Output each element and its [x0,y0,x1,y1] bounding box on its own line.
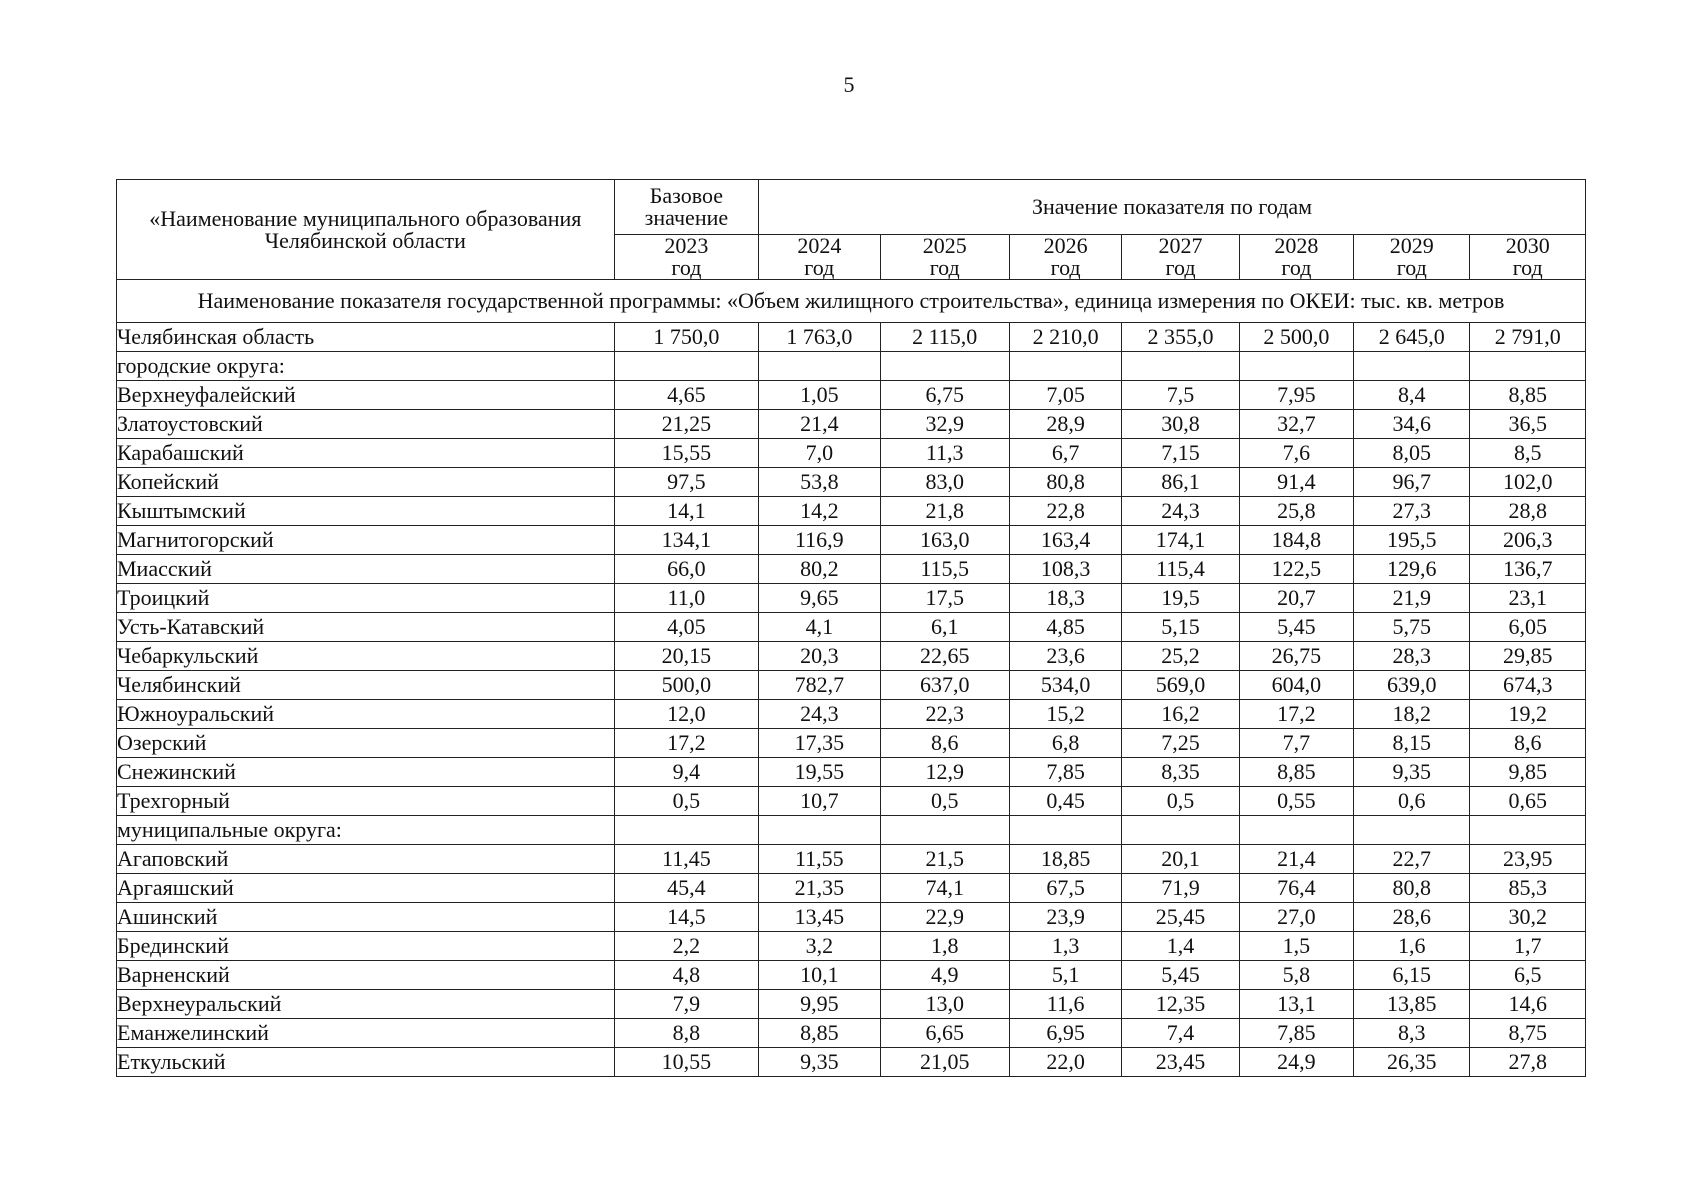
municipality-name: Чебаркульский [117,642,615,671]
value-cell: 163,0 [880,526,1009,555]
table-row [117,845,1586,874]
value-cell: 102,0 [1470,468,1586,497]
value-cell: 8,8 [614,1019,758,1048]
municipality-name: Еткульский [117,1048,615,1077]
value-cell [1122,816,1239,845]
value-cell [1009,816,1121,845]
value-cell: 22,7 [1354,845,1470,874]
municipality-header [117,180,615,280]
table-row [117,555,1586,584]
value-cell: 7,25 [1122,729,1239,758]
value-cell: 1,4 [1122,932,1239,961]
value-cell: 80,8 [1009,468,1121,497]
value-cell: 45,4 [614,874,758,903]
value-cell [880,816,1009,845]
page-number: 5 [843,72,855,97]
table-row [117,816,1586,845]
value-cell: 5,45 [1239,613,1353,642]
value-cell: 6,8 [1009,729,1121,758]
value-cell: 18,3 [1009,584,1121,613]
value-cell: 19,2 [1470,700,1586,729]
table-row [117,990,1586,1019]
value-cell: 36,5 [1470,410,1586,439]
value-cell: 10,1 [759,961,880,990]
base-value-header-line2: значение [644,205,729,230]
municipality-name: Златоустовский [117,410,615,439]
value-cell: 7,9 [614,990,758,1019]
year-header-year: 2023 [664,233,709,258]
municipality-name: Варненский [117,961,615,990]
value-cell: 8,35 [1122,758,1239,787]
value-cell: 32,9 [880,410,1009,439]
value-cell: 25,2 [1122,642,1239,671]
value-cell: 85,3 [1470,874,1586,903]
municipality-name: Трехгорный [117,787,615,816]
value-cell: 53,8 [759,468,880,497]
value-cell: 14,2 [759,497,880,526]
value-cell: 0,6 [1354,787,1470,816]
value-cell: 22,8 [1009,497,1121,526]
value-cell: 17,2 [614,729,758,758]
value-cell: 12,0 [614,700,758,729]
year-header-unit: год [1512,255,1543,280]
table-row [117,642,1586,671]
value-cell: 6,5 [1470,961,1586,990]
value-cell [759,352,880,381]
year-header-year: 2025 [922,233,967,258]
value-cell: 96,7 [1354,468,1470,497]
value-cell: 13,85 [1354,990,1470,1019]
values-by-year-header: Значение показателя по годам [759,180,1586,235]
value-cell: 23,45 [1122,1048,1239,1077]
value-cell: 11,55 [759,845,880,874]
value-cell: 14,1 [614,497,758,526]
value-cell: 18,2 [1354,700,1470,729]
indicator-table [116,179,1586,1077]
value-cell: 67,5 [1009,874,1121,903]
year-header-year: 2026 [1043,233,1088,258]
value-cell: 136,7 [1470,555,1586,584]
value-cell: 11,6 [1009,990,1121,1019]
value-cell: 7,0 [759,439,880,468]
value-cell: 5,8 [1239,961,1353,990]
value-cell: 206,3 [1470,526,1586,555]
value-cell: 9,4 [614,758,758,787]
value-cell: 9,65 [759,584,880,613]
value-cell: 2 355,0 [1122,323,1239,352]
value-cell: 11,0 [614,584,758,613]
municipality-name: Аргаяшский [117,874,615,903]
value-cell: 13,45 [759,903,880,932]
year-header-year: 2024 [797,233,842,258]
value-cell: 16,2 [1122,700,1239,729]
value-cell: 14,6 [1470,990,1586,1019]
value-cell: 26,35 [1354,1048,1470,1077]
value-cell: 27,0 [1239,903,1353,932]
municipality-name: Верхнеуральский [117,990,615,1019]
indicator-title: Наименование показателя государственной программы: «Объем жилищного строительства», единица измерения по ОКЕИ: тыс. кв. метров [117,280,1586,323]
value-cell: 9,85 [1470,758,1586,787]
value-cell: 8,6 [880,729,1009,758]
value-cell: 6,7 [1009,439,1121,468]
table-row [117,584,1586,613]
value-cell: 91,4 [1239,468,1353,497]
table-row [117,903,1586,932]
year-header-year: 2028 [1274,233,1319,258]
value-cell: 28,6 [1354,903,1470,932]
value-cell: 6,95 [1009,1019,1121,1048]
value-cell: 7,4 [1122,1019,1239,1048]
value-cell: 2 115,0 [880,323,1009,352]
value-cell: 637,0 [880,671,1009,700]
value-cell: 27,3 [1354,497,1470,526]
value-cell: 23,9 [1009,903,1121,932]
value-cell: 4,65 [614,381,758,410]
value-cell: 30,2 [1470,903,1586,932]
value-cell: 21,9 [1354,584,1470,613]
municipality-header-line1: «Наименование муниципального образования [149,205,582,231]
value-cell: 8,6 [1470,729,1586,758]
value-cell: 1,3 [1009,932,1121,961]
municipality-name: Челябинская область [117,323,615,352]
value-cell: 2 791,0 [1470,323,1586,352]
value-cell: 108,3 [1009,555,1121,584]
value-cell: 569,0 [1122,671,1239,700]
value-cell: 0,5 [880,787,1009,816]
year-header-year: 2030 [1505,233,1550,258]
municipality-name: Челябинский [117,671,615,700]
municipality-name: Миасский [117,555,615,584]
value-cell [1354,352,1470,381]
value-cell: 21,35 [759,874,880,903]
table-row [117,497,1586,526]
year-header-2030 [1470,235,1586,280]
year-header-unit: год [804,255,835,280]
value-cell: 2,2 [614,932,758,961]
value-cell: 8,85 [1239,758,1353,787]
table-row [117,1019,1586,1048]
value-cell: 20,7 [1239,584,1353,613]
value-cell: 23,95 [1470,845,1586,874]
value-cell: 8,3 [1354,1019,1470,1048]
municipality-name: Южноуральский [117,700,615,729]
table-row [117,700,1586,729]
value-cell: 14,5 [614,903,758,932]
value-cell: 22,3 [880,700,1009,729]
year-header-unit: год [671,255,702,280]
municipality-name: Кыштымский [117,497,615,526]
value-cell: 21,05 [880,1048,1009,1077]
value-cell [759,816,880,845]
value-cell: 13,0 [880,990,1009,1019]
value-cell: 174,1 [1122,526,1239,555]
value-cell: 25,45 [1122,903,1239,932]
year-header-2027 [1122,235,1239,280]
value-cell: 8,75 [1470,1019,1586,1048]
value-cell: 15,55 [614,439,758,468]
value-cell: 25,8 [1239,497,1353,526]
municipality-name: Еманжелинский [117,1019,615,1048]
value-cell [614,352,758,381]
value-cell: 3,2 [759,932,880,961]
value-cell: 5,75 [1354,613,1470,642]
municipality-name: Агаповский [117,845,615,874]
value-cell: 2 645,0 [1354,323,1470,352]
value-cell: 4,9 [880,961,1009,990]
value-cell: 6,75 [880,381,1009,410]
value-cell: 0,5 [1122,787,1239,816]
value-cell [1009,352,1121,381]
value-cell: 6,05 [1470,613,1586,642]
value-cell: 20,3 [759,642,880,671]
value-cell: 8,85 [759,1019,880,1048]
value-cell: 1,5 [1239,932,1353,961]
value-cell: 7,95 [1239,381,1353,410]
municipality-name: Карабашский [117,439,615,468]
value-cell: 0,5 [614,787,758,816]
value-cell: 163,4 [1009,526,1121,555]
value-cell: 23,6 [1009,642,1121,671]
value-cell: 28,8 [1470,497,1586,526]
municipality-name: Магнитогорский [117,526,615,555]
value-cell: 34,6 [1354,410,1470,439]
table-body [117,323,1586,1077]
value-cell: 97,5 [614,468,758,497]
table-row [117,874,1586,903]
value-cell: 115,4 [1122,555,1239,584]
table-row [117,613,1586,642]
value-cell: 28,3 [1354,642,1470,671]
value-cell: 22,65 [880,642,1009,671]
value-cell: 83,0 [880,468,1009,497]
year-header-year: 2027 [1158,233,1203,258]
value-cell: 7,6 [1239,439,1353,468]
table-row [117,410,1586,439]
value-cell: 26,75 [1239,642,1353,671]
value-cell: 122,5 [1239,555,1353,584]
value-cell: 24,3 [1122,497,1239,526]
value-cell: 21,5 [880,845,1009,874]
value-cell: 20,1 [1122,845,1239,874]
value-cell: 15,2 [1009,700,1121,729]
year-header-2023 [614,235,758,280]
value-cell: 66,0 [614,555,758,584]
value-cell: 1 750,0 [614,323,758,352]
value-cell: 18,85 [1009,845,1121,874]
municipality-header-line2: Челябинской области [264,227,466,253]
value-cell: 0,65 [1470,787,1586,816]
value-cell: 8,5 [1470,439,1586,468]
municipality-name: Ашинский [117,903,615,932]
value-cell: 13,1 [1239,990,1353,1019]
base-value-header [614,180,758,235]
municipality-name: Верхнеуфалейский [117,381,615,410]
table-row [117,439,1586,468]
value-cell: 1,6 [1354,932,1470,961]
table-row [117,1048,1586,1077]
base-value-header-line1: Базовое [649,183,723,208]
value-cell: 74,1 [880,874,1009,903]
year-header-2026 [1009,235,1121,280]
year-header-year: 2029 [1389,233,1434,258]
value-cell: 11,45 [614,845,758,874]
value-cell [614,816,758,845]
value-cell: 8,15 [1354,729,1470,758]
value-cell: 71,9 [1122,874,1239,903]
value-cell: 8,05 [1354,439,1470,468]
value-cell: 500,0 [614,671,758,700]
value-cell: 7,5 [1122,381,1239,410]
value-cell: 21,4 [1239,845,1353,874]
value-cell: 116,9 [759,526,880,555]
value-cell: 19,5 [1122,584,1239,613]
year-header-2024 [759,235,880,280]
table-row [117,323,1586,352]
value-cell: 22,9 [880,903,1009,932]
value-cell: 76,4 [1239,874,1353,903]
value-cell: 17,5 [880,584,1009,613]
municipality-name: Озерский [117,729,615,758]
value-cell: 24,9 [1239,1048,1353,1077]
value-cell: 86,1 [1122,468,1239,497]
value-cell: 8,85 [1470,381,1586,410]
year-header-unit: год [1281,255,1312,280]
table-row [117,961,1586,990]
value-cell: 32,7 [1239,410,1353,439]
value-cell: 12,9 [880,758,1009,787]
value-cell: 21,4 [759,410,880,439]
value-cell: 20,15 [614,642,758,671]
value-cell: 2 210,0 [1009,323,1121,352]
value-cell: 28,9 [1009,410,1121,439]
table-row [117,787,1586,816]
municipality-name: Снежинский [117,758,615,787]
value-cell: 5,1 [1009,961,1121,990]
year-header-unit: год [1050,255,1081,280]
value-cell: 6,15 [1354,961,1470,990]
value-cell: 80,8 [1354,874,1470,903]
year-header-2028 [1239,235,1353,280]
year-header-unit: год [929,255,960,280]
table-row [117,729,1586,758]
value-cell: 6,1 [880,613,1009,642]
value-cell [1122,352,1239,381]
value-cell: 534,0 [1009,671,1121,700]
value-cell: 7,85 [1239,1019,1353,1048]
value-cell [1354,816,1470,845]
municipality-name: Усть-Катавский [117,613,615,642]
table-row [117,352,1586,381]
municipality-name: городские округа: [117,352,615,381]
value-cell: 7,85 [1009,758,1121,787]
value-cell: 7,15 [1122,439,1239,468]
value-cell: 7,7 [1239,729,1353,758]
table-row [117,758,1586,787]
table-row [117,526,1586,555]
value-cell: 11,3 [880,439,1009,468]
value-cell [1470,352,1586,381]
value-cell: 19,55 [759,758,880,787]
value-cell: 115,5 [880,555,1009,584]
value-cell: 134,1 [614,526,758,555]
value-cell: 0,55 [1239,787,1353,816]
value-cell: 2 500,0 [1239,323,1353,352]
value-cell: 604,0 [1239,671,1353,700]
year-header-unit: год [1396,255,1427,280]
value-cell: 21,8 [880,497,1009,526]
value-cell: 8,4 [1354,381,1470,410]
value-cell: 782,7 [759,671,880,700]
value-cell: 30,8 [1122,410,1239,439]
value-cell: 80,2 [759,555,880,584]
value-cell [1470,816,1586,845]
value-cell: 129,6 [1354,555,1470,584]
value-cell: 10,55 [614,1048,758,1077]
value-cell: 1,05 [759,381,880,410]
value-cell: 4,85 [1009,613,1121,642]
value-cell: 195,5 [1354,526,1470,555]
value-cell: 0,45 [1009,787,1121,816]
value-cell [1239,352,1353,381]
value-cell: 23,1 [1470,584,1586,613]
value-cell: 29,85 [1470,642,1586,671]
value-cell: 1,7 [1470,932,1586,961]
value-cell: 24,3 [759,700,880,729]
value-cell [1239,816,1353,845]
value-cell: 1,8 [880,932,1009,961]
value-cell: 21,25 [614,410,758,439]
table-row [117,381,1586,410]
value-cell: 9,35 [759,1048,880,1077]
municipality-name: Копейский [117,468,615,497]
value-cell: 184,8 [1239,526,1353,555]
value-cell: 7,05 [1009,381,1121,410]
value-cell: 6,65 [880,1019,1009,1048]
municipality-name: муниципальные округа: [117,816,615,845]
table-row [117,932,1586,961]
value-cell: 9,95 [759,990,880,1019]
value-cell: 5,15 [1122,613,1239,642]
value-cell: 17,2 [1239,700,1353,729]
value-cell: 9,35 [1354,758,1470,787]
year-header-unit: год [1165,255,1196,280]
value-cell: 674,3 [1470,671,1586,700]
value-cell: 1 763,0 [759,323,880,352]
year-header-2025 [880,235,1009,280]
municipality-name: Брединский [117,932,615,961]
value-cell: 4,8 [614,961,758,990]
value-cell: 12,35 [1122,990,1239,1019]
table-row [117,468,1586,497]
value-cell: 4,05 [614,613,758,642]
table-row [117,671,1586,700]
value-cell: 17,35 [759,729,880,758]
value-cell: 639,0 [1354,671,1470,700]
municipality-name: Троицкий [117,584,615,613]
value-cell: 27,8 [1470,1048,1586,1077]
value-cell [880,352,1009,381]
value-cell: 4,1 [759,613,880,642]
value-cell: 10,7 [759,787,880,816]
value-cell: 22,0 [1009,1048,1121,1077]
value-cell: 5,45 [1122,961,1239,990]
year-header-2029 [1354,235,1470,280]
